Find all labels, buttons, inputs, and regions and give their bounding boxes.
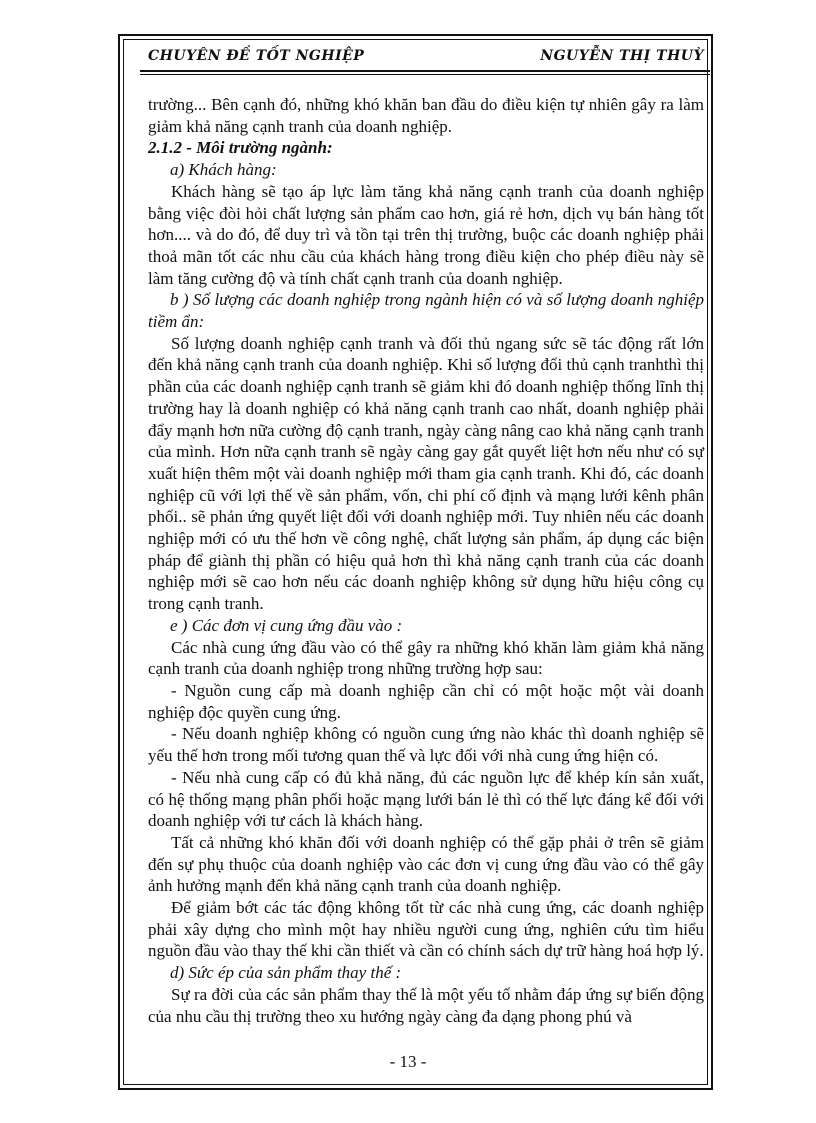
list-item: - Nếu nhà cung cấp có đủ khả năng, đủ các nguồn lực để khép kín sản xuất, có hệ thống mạng phân phối hoặc mạng lưới bán lẻ thì có thế lực đáng kể đối với doanh nghiệp với tư cách là khách hàng.: [148, 767, 704, 831]
page-number: - 13 -: [389, 1052, 427, 1071]
body-text: [148, 94, 704, 1027]
section-heading: 2.1.2 - Môi trường ngành:: [148, 138, 333, 158]
paragraph-suppliers-summary: Tất cả những khó khăn đối với doanh nghiệp có thể gặp phải ở trên sẽ giảm đến sự phụ thuộc của doanh nghiệp vào các đơn vị cung ứng đầu vào có thể gây ảnh hưởng mạnh đến khả năng cạnh tranh của doanh nghiệp.: [148, 832, 704, 896]
subheading-suppliers: e ) Các đơn vị cung ứng đầu vào :: [170, 615, 403, 635]
subheading-competitors: b ) Số lượng các doanh nghiệp trong ngành hiện có và số lượng doanh nghiệp tiềm ẩn:: [148, 290, 704, 332]
paragraph-customers: Khách hàng sẽ tạo áp lực làm tăng khả năng cạnh tranh của doanh nghiệp bằng việc đòi hỏi chất lượng sản phẩm cao hơn, giá rẻ hơn, dịch vụ bán hàng tốt hơn.... và do đó, để duy trì và tồn tại trên thị trường, buộc các doanh nghiệp phải thoả mãn tốt các nhu cầu của khách hàng trong điều kiện cho phép điều này sẽ làm tăng cường độ và tính chất cạnh tranh của doanh nghiệp.: [148, 181, 704, 288]
subheading-customers: a) Khách hàng:: [170, 160, 277, 180]
paragraph-suppliers-solution: Để giảm bớt các tác động không tốt từ các nhà cung ứng, các doanh nghiệp phải xây dựng cho mình một hay nhiều người cung ứng, nghiên cứu tìm hiểu nguồn đầu vào thay thế khi cần thiết và cần có chính sách dự trữ hàng hoá hợp lý.: [148, 898, 704, 961]
subheading-substitutes: d) Sức ép của sản phẩm thay thế :: [170, 963, 402, 983]
paragraph-continuation: trường... Bên cạnh đó, những khó khăn ban đầu do điều kiện tự nhiên gây ra làm giảm khả năng cạnh tranh của doanh nghiệp.: [148, 95, 704, 136]
header-rule: [140, 70, 710, 72]
page-header: [140, 42, 710, 78]
list-item: - Nguồn cung cấp mà doanh nghiệp cần chỉ có một hoặc một vài doanh nghiệp độc quyền cung ứng.: [148, 680, 704, 722]
header-rule-thin: [140, 74, 710, 75]
paragraph-suppliers-intro: Các nhà cung ứng đầu vào có thể gây ra những khó khăn làm giảm khả năng cạnh tranh của doanh nghiệp trong những trường hợp sau:: [148, 637, 704, 679]
list-item: - Nếu doanh nghiệp không có nguồn cung ứng nào khác thì doanh nghiệp sẽ yếu thế hơn trong mối tương quan thế và lực đối với nhà cung ứng hiện có.: [148, 724, 704, 766]
header-left-title: CHUYÊN ĐỀ TỐT NGHIỆP: [148, 48, 365, 64]
paragraph-competitors: Số lượng doanh nghiệp cạnh tranh và đối thủ ngang sức sẽ tác động rất lớn đến khả năng cạnh tranh của doanh nghiệp. Khi số lượng đối thủ cạnh tranhthì thị phần của các doanh nghiệp cạnh tranh sẽ giảm khi đó doanh nghiệp thống lĩnh thị trường hay là doanh nghiệp có khả năng cạnh tranh cao nhất, doanh nghiệp phải đẩy mạnh hơn nữa cường độ cạnh tranh, ngày càng nâng cao khả năng cạnh tranh của mình. Hơn nữa cạnh tranh sẽ ngày càng gay gắt quyết liệt hơn nếu như có sự xuất hiện thêm một vài doanh nghiệp mới tham gia cạnh tranh. Khi đó, các doanh nghiệp cũ với lợi thế về sản phẩm, vốn, chi phí cố định và mạng lưới kênh phân phối.. sẽ phản ứng quyết liệt đối với doanh nghiệp mới. Tuy nhiên nếu các doanh nghiệp mới có ưu thế hơn về công nghệ, chất lượng sản phẩm, áp dụng các biện pháp để giành thị phần có hiệu quả hơn thì khả năng cạnh tranh của các doanh nghiệp mới sẽ cao hơn nếu các doanh nghiệp không sử dụng hữu hiệu công cụ trong cạnh tranh.: [148, 333, 704, 614]
paragraph-substitutes: Sự ra đời của các sản phẩm thay thế là một yếu tố nhằm đáp ứng sự biến động của nhu cầu thị trường theo xu hướng ngày càng đa dạng phong phú và: [148, 984, 704, 1026]
header-right-author: NGUYỄN THỊ THUỲ: [540, 48, 704, 64]
